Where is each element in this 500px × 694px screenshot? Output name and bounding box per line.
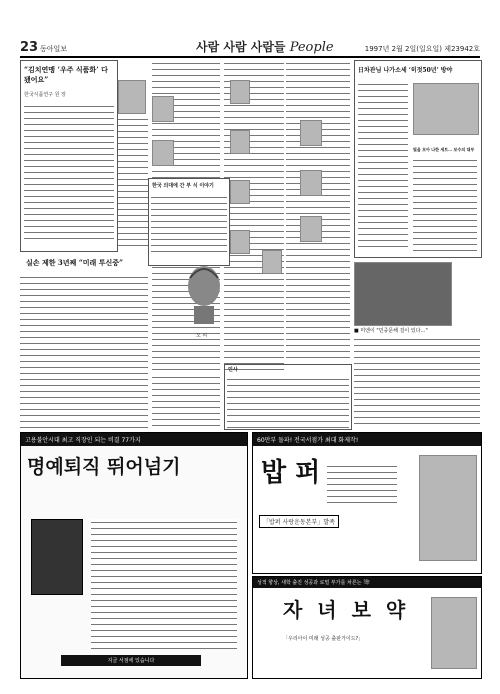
mid-boxed-headline: 한국 의대에 간 부 식 이야기 [152, 183, 214, 189]
section-title-ko: 사람 사람 사람들 [196, 40, 286, 54]
bottom-left-article [20, 256, 148, 428]
bottom-left-body [20, 274, 148, 434]
right-article-body-b [413, 157, 477, 251]
header-rule [20, 56, 480, 58]
left-article [20, 60, 118, 252]
right-article-body-a [358, 81, 408, 251]
right-bottom-text [354, 336, 480, 428]
left-article-headline: “김치연맹 ‘우주 식품화’ 다 됐어요” [24, 65, 108, 84]
col2-photo-1 [152, 96, 174, 122]
col4-photo-1 [300, 120, 322, 146]
mid-boxed-body [151, 194, 227, 254]
ad1-body [91, 519, 237, 649]
col4-photo-3 [300, 216, 322, 242]
sculpture-icon [180, 258, 228, 328]
section-personnel-body [227, 376, 349, 428]
sculpture-illustration [180, 258, 228, 328]
ad3-title: 자 녀 보 약 [283, 598, 410, 622]
ad1-footer: 지금 서점에 있습니다 [61, 655, 201, 666]
right-photo-caption: ■ 미엔이 "민중문해 걸이 있다…" [354, 328, 428, 334]
right-article-headline: 日차관님 나가소세 ‘히젓50년’ 방야 [358, 67, 453, 74]
book-ad-children[interactable] [252, 576, 482, 679]
ad2-subtitle: 「밥퍼 사랑운동본부」발족 [259, 515, 339, 528]
mid-boxed-article [148, 178, 230, 266]
mid-photo-4 [230, 230, 250, 254]
mid-column-body [224, 60, 284, 370]
mid-photo-5 [262, 250, 282, 274]
section-personnel [224, 364, 352, 430]
left-col-text-a [118, 116, 148, 250]
left-article-body [24, 103, 114, 243]
book-ad-bapper[interactable] [252, 432, 482, 574]
sculpture-caption: 오 씨 [196, 333, 208, 339]
ad2-title: 밥 퍼 [261, 458, 321, 488]
right-article-subhead: 빛을 모아 나한 세트… 보수의 대부 [413, 147, 475, 152]
bottom-left-headline: 실손 제한 3년째 “미래 투신중” [26, 258, 124, 267]
left-article-subhead: 한국식품연구 원 장 [24, 92, 66, 98]
col4-text [286, 60, 350, 360]
right-news-photo [354, 262, 452, 326]
issue-date: 1997년 2월 2일(일요일) 제23942호 [364, 45, 480, 53]
mid-photo-1 [230, 80, 250, 104]
col2-photo-2 [152, 140, 174, 166]
col4-photo-2 [300, 170, 322, 196]
mid-photo-3 [230, 180, 250, 204]
section-personnel-title: 인사 [228, 367, 238, 373]
newspaper-name: 동아일보 [40, 45, 68, 53]
book-ad-retirement[interactable] [20, 432, 248, 679]
ad2-banner: 60만부 돌파! 전국서점가 최대 화제작! [253, 433, 481, 446]
ad2-author-photo [419, 455, 477, 561]
ad2-body [327, 463, 397, 503]
section-title [196, 38, 334, 55]
right-article [354, 60, 482, 258]
left-article-photo [118, 80, 146, 114]
right-article-photo [413, 83, 479, 135]
ad3-banner: 성적 향상, 새학 출진 성공과 로밀 부가를 차른는 책! [253, 577, 481, 588]
ad1-banner: 고용불안시대 최고 직장인 되는 비결 77가지 [21, 433, 247, 446]
page-number: 23 [20, 40, 39, 55]
ad3-subtitle: 「우리아이 미래 성공 출판가이드?」 [283, 636, 364, 642]
section-title-en: People [289, 40, 334, 55]
mid-column [224, 60, 284, 370]
ad1-book-cover [31, 519, 83, 595]
mid-photo-2 [230, 130, 250, 154]
ad3-book-cover [431, 597, 477, 669]
lower-col-text [152, 374, 220, 428]
ad1-title: 명예퇴직 뛰어넘기 [27, 456, 181, 478]
